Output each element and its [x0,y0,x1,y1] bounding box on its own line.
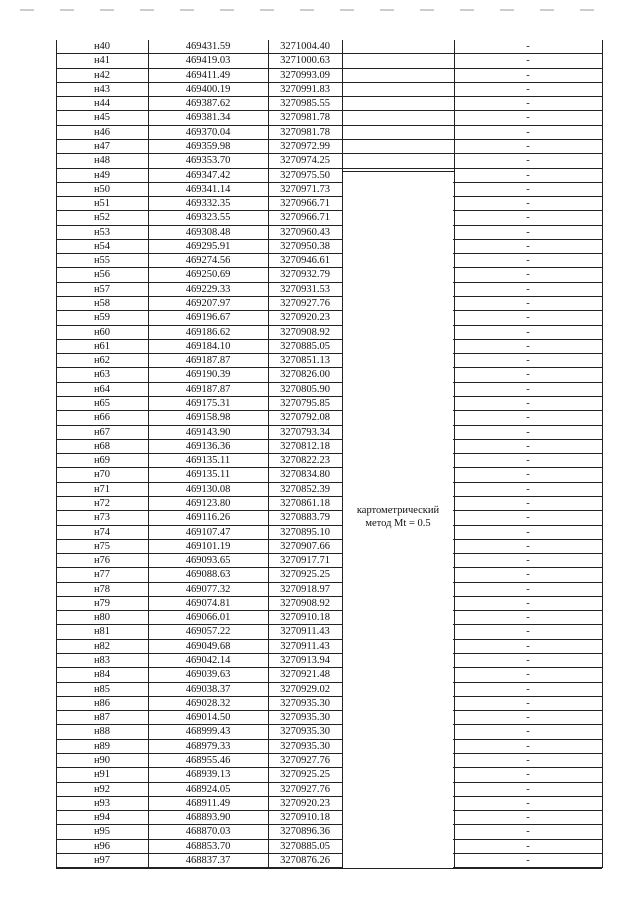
precision-cell: - [526,426,530,438]
x-coordinate-cell: 469049.68 [185,640,231,652]
y-coordinate-cell: 3270981.78 [280,112,330,124]
scan-artifact [20,9,620,11]
point-id-cell: н84 [93,669,111,681]
point-id-cell: н92 [93,783,111,795]
precision-cell: - [526,383,530,395]
y-coordinate-cell: 3270793.34 [280,426,330,438]
x-coordinate-cell: 468955.46 [185,755,231,766]
y-coordinate-cell: 3270861.18 [280,497,330,509]
x-coordinate-cell: 468924.05 [185,783,231,795]
precision-cell: - [526,112,530,124]
table-row [56,368,602,382]
table-row [56,197,602,211]
x-coordinate-cell: 469136.36 [185,440,231,452]
y-coordinate-cell: 3270896.36 [280,826,330,838]
y-coordinate-cell: 3270920.23 [280,312,330,324]
table-row [56,283,602,297]
x-coordinate-cell: 469196.67 [185,312,231,324]
method-line-1: картометрический [356,505,440,516]
point-id-cell: н95 [93,826,111,838]
y-coordinate-cell: 3270913.94 [280,655,330,667]
point-id-cell: н86 [93,697,111,709]
y-coordinate-cell: 3270826.00 [280,369,330,381]
x-coordinate-cell: 469038.37 [185,683,231,695]
y-coordinate-cell: 3270931.53 [280,283,330,295]
table-row [56,97,602,111]
y-coordinate-cell: 3270852.39 [280,483,330,495]
x-coordinate-cell: 469187.87 [185,383,231,395]
x-coordinate-cell: 469088.63 [185,569,231,581]
x-coordinate-cell: 469295.91 [185,240,231,252]
x-coordinate-cell: 469190.39 [185,369,231,381]
y-coordinate-cell: 3270932.79 [280,269,330,281]
x-coordinate-cell: 469186.62 [185,326,231,338]
point-id-cell: н43 [93,83,111,95]
precision-cell: - [526,555,530,567]
precision-cell: - [526,283,530,295]
precision-cell: - [526,640,530,652]
y-coordinate-cell: 3270822.23 [280,455,330,467]
precision-cell: - [526,126,530,138]
point-id-cell: н41 [93,55,111,67]
x-coordinate-cell: 468870.03 [185,826,231,838]
x-coordinate-cell: 469381.34 [185,112,231,124]
y-coordinate-cell: 3270925.25 [280,769,330,781]
y-coordinate-cell: 3270911.43 [280,640,330,652]
x-coordinate-cell: 469135.11 [185,469,231,481]
precision-cell: - [526,41,530,52]
x-coordinate-cell: 468999.43 [185,726,231,738]
y-coordinate-cell: 3271004.40 [280,41,330,52]
precision-cell: - [526,826,530,838]
table-row [56,126,602,140]
y-coordinate-cell: 3270975.50 [280,169,330,181]
precision-cell: - [526,226,530,238]
precision-cell: - [526,740,530,752]
table-row [56,568,602,582]
precision-cell: - [526,369,530,381]
point-id-cell: н87 [93,712,111,724]
x-coordinate-cell: 469250.69 [185,269,231,281]
y-coordinate-cell: 3270911.43 [280,626,330,638]
y-coordinate-cell: 3270920.23 [280,797,330,809]
table-row [56,797,602,811]
y-coordinate-cell: 3270885.05 [280,840,330,852]
table-row [56,583,602,597]
y-coordinate-cell: 3270950.38 [280,240,330,252]
precision-cell: - [526,183,530,195]
precision-cell: - [526,412,530,424]
point-id-cell: н49 [93,169,111,181]
table-row [56,411,602,425]
table-row [56,383,602,397]
y-coordinate-cell: 3270851.13 [280,355,330,367]
x-coordinate-cell: 469184.10 [185,340,231,352]
table-row [56,611,602,625]
point-id-cell: н54 [93,240,111,252]
x-coordinate-cell: 469101.19 [185,540,231,552]
point-id-cell: н48 [93,155,111,167]
y-coordinate-cell: 3270792.08 [280,412,330,424]
y-coordinate-cell: 3270805.90 [280,383,330,395]
table-row [56,697,602,711]
point-id-cell: н60 [93,326,111,338]
table-row [56,154,602,168]
precision-cell: - [526,526,530,538]
table-row [56,711,602,725]
table-row [56,83,602,97]
x-coordinate-cell: 469175.31 [185,398,231,409]
point-id-cell: н67 [93,426,111,438]
x-coordinate-cell: 469057.22 [185,626,231,638]
x-coordinate-cell: 469039.63 [185,669,231,681]
point-id-cell: н71 [93,483,111,495]
point-id-cell: н46 [93,126,111,138]
table-row [56,854,602,868]
table-row [56,468,602,482]
table-row [56,511,602,525]
x-coordinate-cell: 469143.90 [185,426,231,438]
table-row [56,340,602,354]
precision-cell: - [526,312,530,324]
table-row [56,654,602,668]
point-id-cell: н96 [93,840,111,852]
point-id-cell: н61 [93,340,111,352]
y-coordinate-cell: 3270966.71 [280,212,330,224]
point-id-cell: н80 [93,612,111,624]
table-row [56,811,602,825]
point-id-cell: н59 [93,312,111,324]
table-row [56,426,602,440]
table-row [56,326,602,340]
x-coordinate-cell: 468979.33 [185,740,231,752]
x-coordinate-cell: 468939.13 [185,769,231,781]
point-id-cell: н44 [93,98,111,110]
precision-cell: - [526,812,530,824]
y-coordinate-cell: 3270927.76 [280,298,330,310]
table-row [56,483,602,497]
x-coordinate-cell: 469066.01 [185,612,231,624]
y-coordinate-cell: 3270929.02 [280,683,330,695]
point-id-cell: н79 [93,597,111,609]
point-id-cell: н75 [93,540,111,552]
y-coordinate-cell: 3270812.18 [280,440,330,452]
y-coordinate-cell: 3270917.71 [280,555,330,567]
y-coordinate-cell: 3270935.30 [280,726,330,738]
precision-cell: - [526,298,530,310]
table-row [56,454,602,468]
x-coordinate-cell: 469229.33 [185,283,231,295]
point-id-cell: н93 [93,797,111,809]
y-coordinate-cell: 3270795.85 [280,398,330,409]
x-coordinate-cell: 469123.80 [185,497,231,509]
point-id-cell: н40 [93,41,111,52]
table-row [56,140,602,154]
y-coordinate-cell: 3270927.76 [280,783,330,795]
precision-cell: - [526,797,530,809]
point-id-cell: н64 [93,383,111,395]
x-coordinate-cell: 469074.81 [185,597,231,609]
table-row [56,169,602,183]
point-id-cell: н90 [93,755,111,766]
point-id-cell: н53 [93,226,111,238]
precision-cell: - [526,726,530,738]
precision-cell: - [526,669,530,681]
x-coordinate-cell: 469353.70 [185,155,231,167]
point-id-cell: н65 [93,398,111,409]
table-row [56,740,602,754]
table-row [56,69,602,83]
x-coordinate-cell: 469370.04 [185,126,231,138]
y-coordinate-cell: 3270834.80 [280,469,330,481]
table-row [56,240,602,254]
x-coordinate-cell: 468853.70 [185,840,231,852]
x-coordinate-cell: 469347.42 [185,169,231,181]
x-coordinate-cell: 469130.08 [185,483,231,495]
x-coordinate-cell: 469028.32 [185,697,231,709]
precision-cell: - [526,697,530,709]
y-coordinate-cell: 3270908.92 [280,597,330,609]
point-id-cell: н83 [93,655,111,667]
point-id-cell: н89 [93,740,111,752]
precision-cell: - [526,540,530,552]
precision-cell: - [526,497,530,509]
precision-cell: - [526,440,530,452]
precision-cell: - [526,840,530,852]
point-id-cell: н58 [93,298,111,310]
precision-cell: - [526,398,530,409]
precision-cell: - [526,626,530,638]
table-row [56,211,602,225]
table-row [56,354,602,368]
precision-cell: - [526,155,530,167]
precision-cell: - [526,355,530,367]
precision-cell: - [526,512,530,524]
y-coordinate-cell: 3270946.61 [280,255,330,267]
table-row [56,440,602,454]
y-coordinate-cell: 3270883.79 [280,512,330,524]
table-row [56,640,602,654]
x-coordinate-cell: 469431.59 [185,41,231,52]
point-id-cell: н51 [93,198,111,210]
y-coordinate-cell: 3270876.26 [280,854,330,866]
table-row [56,625,602,639]
y-coordinate-cell: 3270966.71 [280,198,330,210]
y-coordinate-cell: 3270895.10 [280,526,330,538]
x-coordinate-cell: 468837.37 [185,854,231,866]
point-id-cell: н57 [93,283,111,295]
point-id-cell: н45 [93,112,111,124]
method-cell [342,504,454,530]
point-id-cell: н68 [93,440,111,452]
y-coordinate-cell: 3270971.73 [280,183,330,195]
x-coordinate-cell: 469323.55 [185,212,231,224]
point-id-cell: н66 [93,412,111,424]
table-row [56,825,602,839]
y-coordinate-cell: 3270960.43 [280,226,330,238]
point-id-cell: н94 [93,812,111,824]
point-id-cell: н56 [93,269,111,281]
precision-cell: - [526,854,530,866]
y-coordinate-cell: 3270974.25 [280,155,330,167]
table-row [56,226,602,240]
precision-cell: - [526,597,530,609]
point-id-cell: н85 [93,683,111,695]
merged-cell-mask [343,866,453,868]
point-id-cell: н76 [93,555,111,567]
precision-cell: - [526,783,530,795]
y-coordinate-cell: 3271000.63 [280,55,330,67]
precision-cell: - [526,712,530,724]
x-coordinate-cell: 468893.90 [185,812,231,824]
y-coordinate-cell: 3270981.78 [280,126,330,138]
precision-cell: - [526,469,530,481]
y-coordinate-cell: 3270885.05 [280,340,330,352]
x-coordinate-cell: 469341.14 [185,183,231,195]
table-row [56,554,602,568]
precision-cell: - [526,98,530,110]
table-row [56,297,602,311]
y-coordinate-cell: 3270991.83 [280,83,330,95]
table-row [56,783,602,797]
table-row [56,540,602,554]
point-id-cell: н78 [93,583,111,595]
precision-cell: - [526,769,530,781]
y-coordinate-cell: 3270925.25 [280,569,330,581]
x-coordinate-cell: 469077.32 [185,583,231,595]
y-coordinate-cell: 3270972.99 [280,140,330,152]
precision-cell: - [526,169,530,181]
precision-cell: - [526,269,530,281]
precision-cell: - [526,455,530,467]
precision-cell: - [526,483,530,495]
y-coordinate-cell: 3270935.30 [280,712,330,724]
x-coordinate-cell: 469274.56 [185,255,231,267]
method-line-2: метод Mt = 0.5 [365,518,431,529]
table-row [56,683,602,697]
precision-cell: - [526,240,530,252]
precision-cell: - [526,583,530,595]
y-coordinate-cell: 3270910.18 [280,612,330,624]
precision-cell: - [526,69,530,81]
point-id-cell: н70 [93,469,111,481]
table-row [56,840,602,854]
point-id-cell: н62 [93,355,111,367]
point-id-cell: н52 [93,212,111,224]
point-id-cell: н82 [93,640,111,652]
precision-cell: - [526,340,530,352]
y-coordinate-cell: 3270907.66 [280,540,330,552]
table-row [56,40,602,54]
x-coordinate-cell: 469411.49 [185,69,231,81]
table-row [56,268,602,282]
point-id-cell: н55 [93,255,111,267]
point-id-cell: н42 [93,69,111,81]
precision-cell: - [526,255,530,267]
table-row [56,254,602,268]
x-coordinate-cell: 469158.98 [185,412,231,424]
x-coordinate-cell: 469107.47 [185,526,231,538]
table-row [56,597,602,611]
x-coordinate-cell: 469332.35 [185,198,231,210]
precision-cell: - [526,83,530,95]
x-coordinate-cell: 469042.14 [185,655,231,667]
table-row [56,725,602,739]
y-coordinate-cell: 3270935.30 [280,697,330,709]
x-coordinate-cell: 469135.11 [185,455,231,467]
x-coordinate-cell: 469359.98 [185,140,231,152]
point-id-cell: н88 [93,726,111,738]
x-coordinate-cell: 469014.50 [185,712,231,724]
point-id-cell: н97 [93,854,111,866]
point-id-cell: н69 [93,455,111,467]
x-coordinate-cell: 469387.62 [185,98,231,110]
x-coordinate-cell: 469187.87 [185,355,231,367]
table-row [56,111,602,125]
point-id-cell: н73 [93,512,111,524]
precision-cell: - [526,655,530,667]
x-coordinate-cell: 469116.26 [185,512,231,524]
point-id-cell: н81 [93,626,111,638]
point-id-cell: н77 [93,569,111,581]
table-row [56,497,602,511]
point-id-cell: н72 [93,497,111,509]
point-id-cell: н47 [93,140,111,152]
x-coordinate-cell: 469207.97 [185,298,231,310]
y-coordinate-cell: 3270985.55 [280,98,330,110]
table-row [56,768,602,782]
precision-cell: - [526,755,530,766]
table-row [56,754,602,768]
y-coordinate-cell: 3270935.30 [280,740,330,752]
point-id-cell: н74 [93,526,111,538]
precision-cell: - [526,140,530,152]
y-coordinate-cell: 3270927.76 [280,755,330,766]
x-coordinate-cell: 469419.03 [185,55,231,67]
x-coordinate-cell: 469308.48 [185,226,231,238]
table-row [56,54,602,68]
table-row [56,183,602,197]
precision-cell: - [526,326,530,338]
precision-cell: - [526,55,530,67]
x-coordinate-cell: 469400.19 [185,83,231,95]
table-row [56,397,602,411]
table-row [56,668,602,682]
point-id-cell: н63 [93,369,111,381]
precision-cell: - [526,212,530,224]
y-coordinate-cell: 3270910.18 [280,812,330,824]
point-id-cell: н50 [93,183,111,195]
point-id-cell: н91 [93,769,111,781]
table-row [56,526,602,540]
table-row [56,311,602,325]
y-coordinate-cell: 3270908.92 [280,326,330,338]
y-coordinate-cell: 3270918.97 [280,583,330,595]
y-coordinate-cell: 3270921.48 [280,669,330,681]
x-coordinate-cell: 469093.65 [185,555,231,567]
table-border-right [602,40,603,868]
precision-cell: - [526,198,530,210]
y-coordinate-cell: 3270993.09 [280,69,330,81]
precision-cell: - [526,612,530,624]
x-coordinate-cell: 468911.49 [185,797,231,809]
precision-cell: - [526,569,530,581]
precision-cell: - [526,683,530,695]
